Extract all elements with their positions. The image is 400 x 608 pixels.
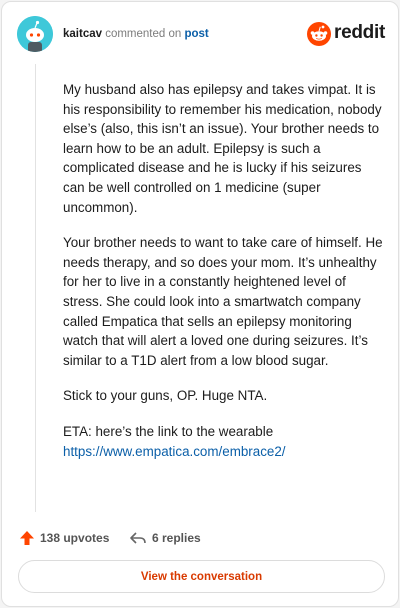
comment-paragraph: Stick to your guns, OP. Huge NTA. [63, 388, 268, 404]
comment-meta [63, 28, 209, 40]
upvote-button[interactable] [19, 528, 109, 548]
view-conversation-button[interactable]: View the conversation [18, 560, 385, 593]
upvote-count: 138 upvotes [40, 531, 110, 545]
reddit-logo[interactable] [307, 20, 385, 46]
snoo-avatar-icon[interactable] [17, 16, 53, 52]
comment-paragraph: Your brother needs to want to take care of himself. He needs therapy, and so does your mom. It’s unhealthy for her to live in a constantly heightened level of stress. She could look into a smartwatch company called Empatica that sells an epilepsy monitoring watch that will alert a loved one during seizures. It’s similar to a T1D alert from a low blood sugar. [63, 235, 383, 368]
reply-arrow-icon [129, 530, 147, 546]
wearable-link[interactable]: https://www.empatica.com/embrace2/ [63, 443, 286, 459]
replies-count: 6 replies [152, 531, 201, 545]
meta-action-text: commented on [102, 28, 185, 40]
reddit-logo-text: reddit [334, 22, 385, 43]
reddit-snoo-icon [307, 22, 331, 46]
comment-actions [19, 528, 379, 548]
comment-body [63, 80, 385, 477]
replies-button[interactable] [129, 528, 201, 548]
comment-eta [63, 422, 385, 461]
comment-card [1, 1, 399, 607]
upvote-arrow-icon [19, 530, 35, 546]
thread-line [35, 64, 36, 512]
post-link[interactable]: post [184, 28, 209, 40]
comment-header [17, 16, 385, 54]
eta-text: ETA: here’s the link to the wearable [63, 423, 274, 439]
username-link[interactable]: kaitcav [63, 28, 103, 40]
comment-paragraph: My husband also has epilepsy and takes vimpat. It is his responsibility to remember his medication, nobody else’s (also, this isn’t an issue). Your brother needs to learn how to be an adult. Epilepsy is such a complicated disease and he is lucky if his seizures can be well controlled on 1 medicine (super uncommon). [63, 82, 382, 215]
